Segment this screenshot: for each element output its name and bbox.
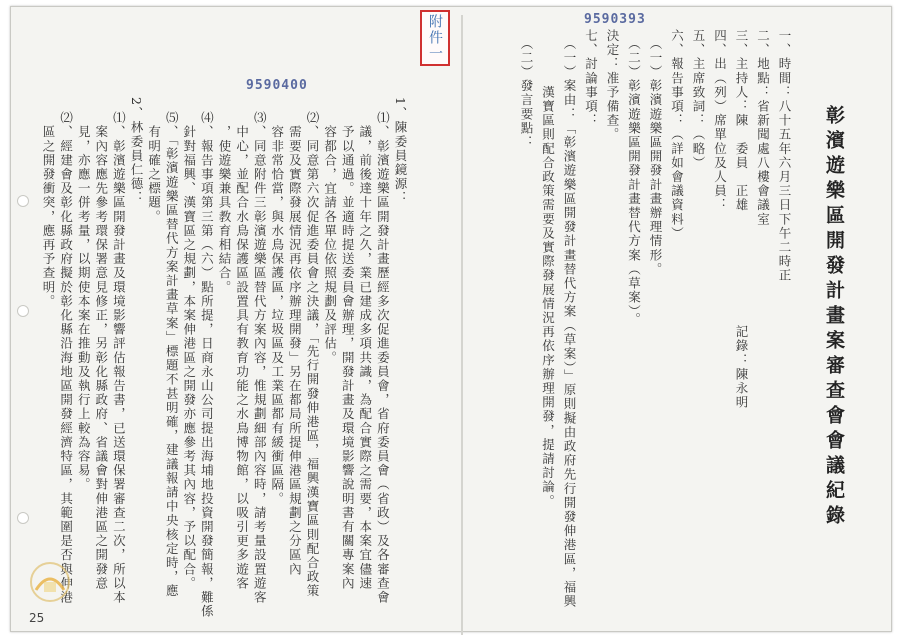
right-page-line: 四、出（列）席單位及人員： bbox=[712, 29, 728, 213]
document-title: 彰濱遊樂區開發計畫案審查會會議紀錄 bbox=[823, 105, 845, 530]
left-page-line: 見，亦應一併考量，以期使本案在推動及執行上較為容易。 bbox=[76, 97, 92, 492]
left-page-line: ⑸、「彰濱遊樂區替代方案計畫草案」標題不甚明確，建議報請中央核定時，應 bbox=[164, 97, 180, 599]
right-page-line: 六、報告事項：（詳如會議資料） bbox=[669, 29, 685, 241]
right-page-line: 二、地點：省新聞處八樓會議室 bbox=[755, 29, 771, 227]
left-page-line: 容非常恰當，與水鳥保護區，垃圾區及工業區都有緩衝區隔。 bbox=[269, 97, 285, 506]
binder-hole bbox=[17, 305, 29, 317]
left-page-line: 有明確之標題。 bbox=[146, 97, 162, 224]
right-page-line: （二）彰濱遊樂區開發計畫替代方案（草案）。 bbox=[626, 29, 642, 327]
right-page-line: 三、主持人：陳 委員 正雄 記錄：陳永明 bbox=[734, 29, 749, 410]
left-page-line: 區之開發衝突，應再予查明。 bbox=[41, 97, 56, 309]
left-page-line: ⑵、經建會及彰化縣政府擬於彰化縣沿海地區開發經濟特區，其範圍是否與伸港 bbox=[58, 97, 74, 605]
left-page-line: 針對福興、漢寶區之規劃，本案伸港區之開發亦應參考其內容，予以配合。 bbox=[181, 97, 197, 591]
binder-hole bbox=[17, 195, 29, 207]
library-logo-icon bbox=[26, 560, 74, 604]
left-page-line: 中心，並配合水鳥保護區設置具有教育功能之水鳥博物館，以吸引更多遊客 bbox=[234, 97, 250, 591]
left-page-line: 案內容應先參考環保署意見修正，另彰化縣政府、省議會對伸港區之開發意 bbox=[93, 97, 109, 591]
right-page-line: 五、主席致詞：（略） bbox=[691, 29, 706, 170]
right-page-line: 決定：准予備查。 bbox=[605, 29, 620, 142]
left-page-line: ⑶、同意附件三彰濱遊樂區替代方案內容，惟規劃細部內容時，請考量設置遊客 bbox=[252, 97, 268, 605]
right-page-line: （二）發言要點： bbox=[519, 29, 534, 150]
right-page-line: 一、時間：八十五年六月三日下午二時正 bbox=[777, 29, 792, 283]
right-page-line: 漢寶區則配合政策需要及實際發展情況再依序辦理開發，提請討論。 bbox=[540, 29, 556, 509]
right-page-line: （一）彰濱遊樂區開發計畫辦理情形。 bbox=[648, 29, 663, 277]
left-page-line: 容都合，宜請各單位依照規劃及評估。 bbox=[322, 97, 338, 365]
left-page-line: 予以通過。並適時提送委員會辦理，開發計畫及環境影響說明書有關專案內 bbox=[340, 97, 356, 591]
right-page-line: （一）案由：「彰濱遊樂區開發計畫替代方案（草案）」原則擬由政府先行開發伸港區，福興 bbox=[562, 29, 577, 609]
left-page-line: 1、陳委員鏡源： bbox=[393, 97, 408, 206]
right-page-line: 七、討論事項： bbox=[583, 29, 599, 128]
left-page-line: 2、林委員仁德： bbox=[129, 97, 144, 206]
left-page-line: 議，前後達十年之久，業已建成多項共識，為配合實際之需要，本案宜儘速 bbox=[357, 97, 373, 591]
left-page-line: ，使遊樂兼具教育相結合。 bbox=[217, 97, 232, 295]
document-number-stamp-right: 9590393 bbox=[584, 12, 646, 27]
page-number: 25 bbox=[29, 611, 45, 625]
left-page-line: ⑵、同意第六次促進委員會之決議，「先行開發伸港區，福興漢寶區則配合政策 bbox=[305, 97, 320, 599]
document-scan bbox=[10, 6, 892, 632]
left-page-line: ⑷、報告事項第三第（六）點所提，日商永山公司提出海埔地投資開發簡報，難係 bbox=[199, 97, 215, 619]
left-page-line: ⑴、彰濱遊樂區開發計畫歷經多次促進委員會，省府委員會（省政）及各審查會 bbox=[375, 97, 391, 605]
left-page-line: ⑴、彰濱遊樂區開發計畫及環境影響評估報告書，已送環保署審查二次，所以本 bbox=[111, 97, 127, 605]
document-number-stamp-left: 9590400 bbox=[246, 78, 308, 93]
attachment-tag: 附件一 bbox=[420, 10, 450, 66]
left-page-line: 需要及實際發展情況再依序辦理開發」另在都局所提伸港區規劃之分區內 bbox=[287, 97, 303, 577]
page-fold bbox=[461, 15, 463, 635]
binder-hole bbox=[17, 512, 29, 524]
